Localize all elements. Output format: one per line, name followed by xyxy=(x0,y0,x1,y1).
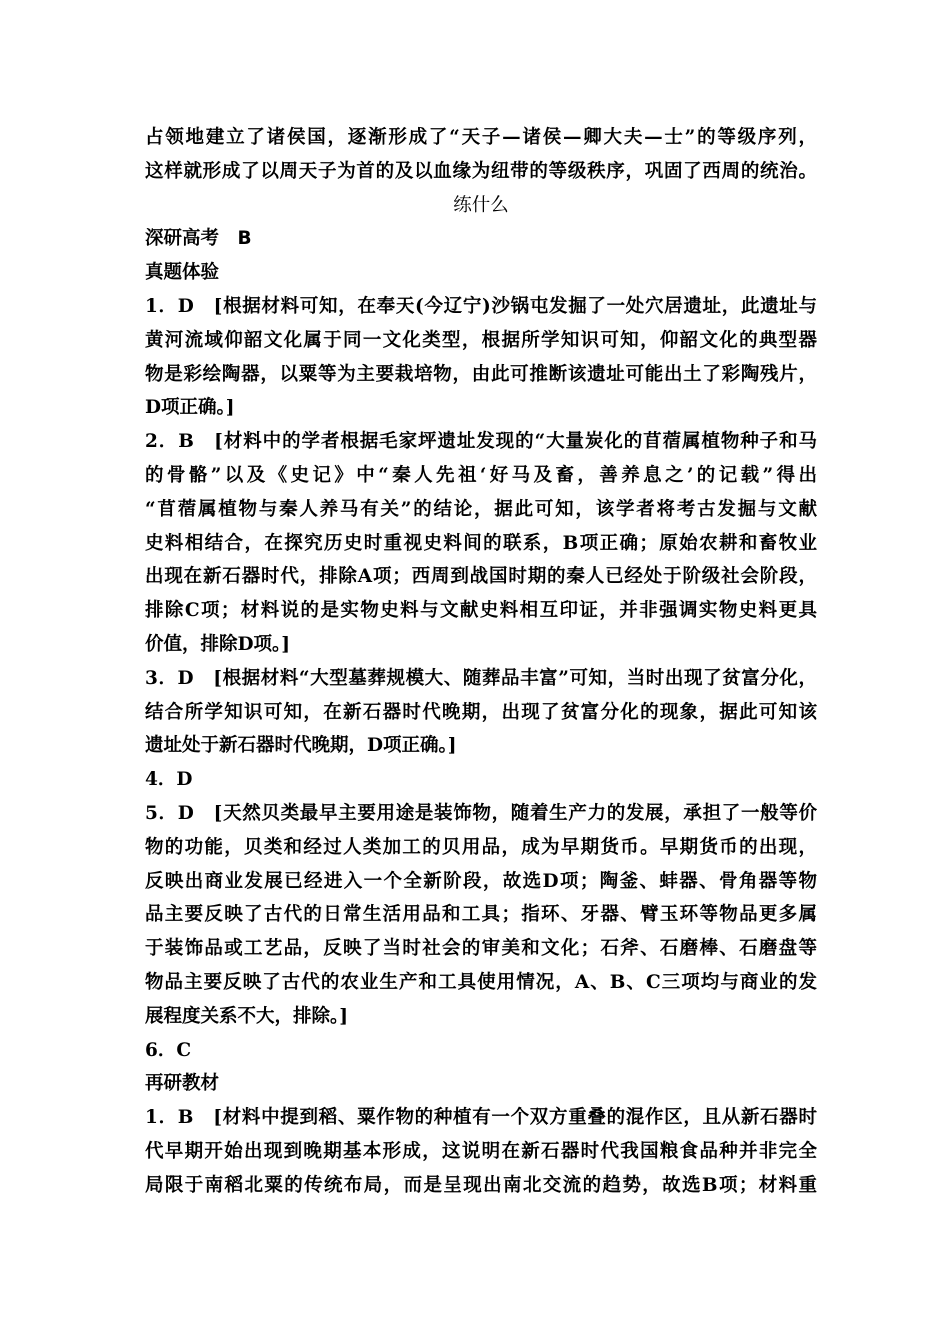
answer-paragraph xyxy=(145,763,817,797)
text-line: 物是彩绘陶器，以粟等为主要栽培物，由此可推断该遗址可能出土了彩陶残片， xyxy=(145,363,817,385)
text-line: 品主要反映了古代的日常生活用品和工具；指环、牙器、臂玉环等物品更多属 xyxy=(145,904,817,926)
text-line: 展程度关系不大，排除。] xyxy=(145,1005,349,1027)
text-line: 的骨骼”以及《史记》中“秦人先祖‘好马及畜，善养息之’的记载”得出 xyxy=(145,464,817,486)
text-line: 结合所学知识可知，在新石器时代晚期，出现了贫富分化的现象，据此可知该 xyxy=(145,701,817,723)
text-line: 1．D [根据材料可知，在奉天(今辽宁)沙锅屯发掘了一处穴居遗址，此遗址与 xyxy=(145,295,817,317)
text-line: 遗址处于新石器时代晚期，D项正确。] xyxy=(145,735,457,757)
text-line: 占领地建立了诸侯国，逐渐形成了“天子—诸侯—卿大夫—士”的等级序列， xyxy=(145,127,817,148)
text-line: 练什么 xyxy=(453,194,509,216)
text-line: 物的功能，贝类和经过人类加工的贝用品，成为早期货币。早期货币的出现， xyxy=(145,836,817,858)
text-line: D项正确。] xyxy=(145,397,235,419)
text-line: 1．B [材料中提到稻、粟作物的种植有一个双方重叠的混作区，且从新石器时 xyxy=(145,1107,817,1129)
answer-paragraph xyxy=(145,662,817,763)
text-line: 再研教材 xyxy=(145,1073,220,1095)
text-line: 代早期开始出现到晚期基本形成，这说明在新石器时代我国粮食品种并非完全 xyxy=(145,1140,817,1162)
text-line: “苜蓿属植物与秦人养马有关”的结论，据此可知，该学者将考古发掘与文献 xyxy=(145,498,817,520)
answer-paragraph xyxy=(145,290,817,425)
text-line: 3．D [根据材料“大型墓葬规模大、随葬品丰富”可知，当时出现了贫富分化， xyxy=(145,667,817,689)
text-line: 局限于南稻北粟的传统布局，而是呈现出南北交流的趋势，故选B项；材料重 xyxy=(145,1174,817,1196)
text-line: 排除C项；材料说的是实物史料与文献史料相互印证，并非强调实物史料更具 xyxy=(145,600,817,622)
text-line: 物品主要反映了古代的农业生产和工具使用情况，A、B、C三项均与商业的发 xyxy=(145,971,817,993)
text-line: 4．D xyxy=(145,769,193,791)
answer-paragraph xyxy=(145,797,817,1034)
answer-paragraph xyxy=(145,1034,817,1068)
text-line: 真题体验 xyxy=(145,262,220,284)
text-line: 黄河流域仰韶文化属于同一文化类型，根据所学知识可知，仰韶文化的典型器 xyxy=(145,329,817,351)
text-line: 6．C xyxy=(145,1039,192,1061)
text-line: 深研高考 B xyxy=(145,228,252,250)
text-line: 出现在新石器时代，排除A项；西周到战国时期的秦人已经处于阶级社会阶段， xyxy=(145,566,817,588)
text-line: 史料相结合，在探究历史时重视史料间的联系，B项正确；原始农耕和畜牧业 xyxy=(145,532,817,554)
text-line: 2．B [材料中的学者根据毛家坪遗址发现的“大量炭化的苜蓿属植物种子和马 xyxy=(145,431,817,453)
section-heading xyxy=(145,256,817,290)
answer-paragraph xyxy=(145,1101,817,1202)
text-line: 价值，排除D项。] xyxy=(145,633,291,655)
center-title xyxy=(145,189,817,223)
answer-paragraph xyxy=(145,121,817,189)
text-line: 反映出商业发展已经进入一个全新阶段，故选D项；陶釜、蚌器、骨角器等物 xyxy=(145,870,817,892)
section-heading xyxy=(145,1067,817,1101)
answer-paragraph xyxy=(145,425,817,662)
text-line: 这样就形成了以周天子为首的及以血缘为纽带的等级秩序，巩固了西周的统治。 xyxy=(145,160,817,182)
text-line: 5．D [天然贝类最早主要用途是装饰物，随着生产力的发展，承担了一般等价 xyxy=(145,802,817,824)
text-line: 于装饰品或工艺品，反映了当时社会的审美和文化；石斧、石磨棒、石磨盘等 xyxy=(145,938,817,960)
section-heading xyxy=(145,222,817,256)
document-page xyxy=(145,121,817,1203)
